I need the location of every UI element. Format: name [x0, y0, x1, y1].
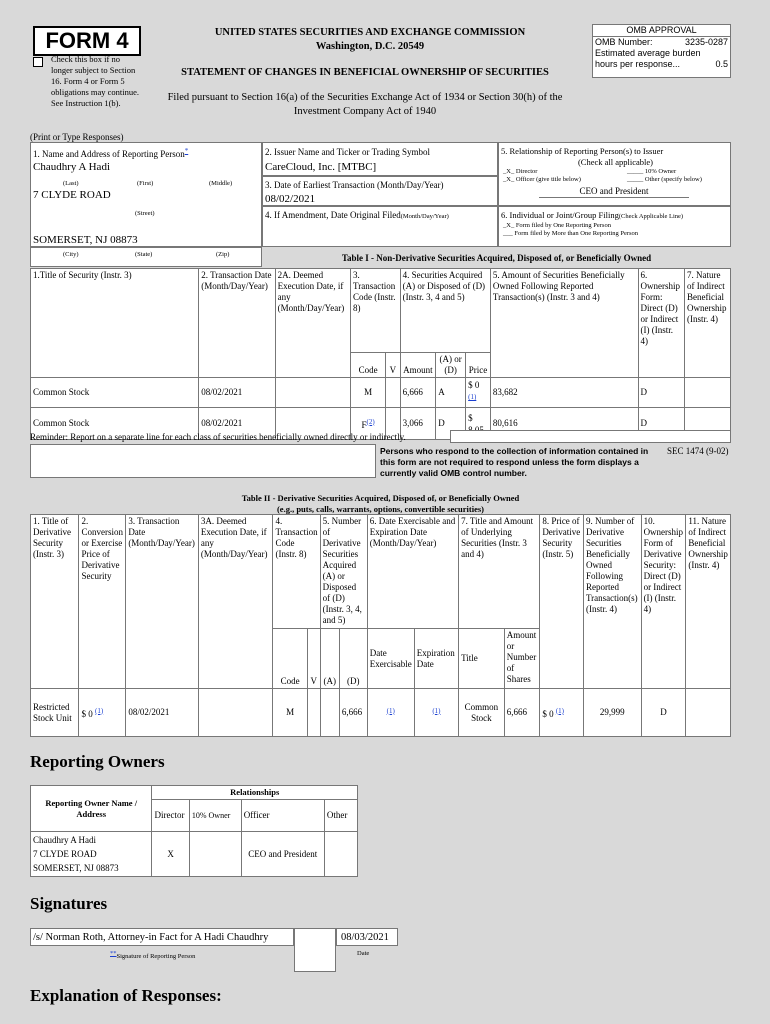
t1-sub-aord: (A) or (D): [436, 353, 466, 378]
issuer-value: CareCloud, Inc. [MTBC]: [265, 161, 377, 173]
owner-ten-cell: [189, 832, 241, 877]
street-label: (Street): [135, 210, 155, 217]
t2-sub-d: (D): [339, 629, 367, 689]
t2-r-price-footnote-link[interactable]: (1): [555, 706, 564, 715]
print-note: (Print or Type Responses): [30, 132, 124, 142]
owner-director-mark: X: [152, 832, 189, 877]
t2-r-a: [320, 689, 339, 737]
t1-r1-price-footnote-link[interactable]: (1): [468, 393, 477, 401]
t1-r1-v: [386, 378, 400, 408]
t1-sub-v: V: [386, 353, 400, 378]
signature-date: 08/03/2021: [336, 928, 398, 946]
city-value: SOMERSET, NJ 08873: [33, 234, 138, 246]
reminder-text: Reminder: Report on a separate line for each class of securities beneficially owned directly or indirectly.: [30, 432, 406, 442]
t1-sub-code: Code: [351, 353, 386, 378]
persons-respond-left-box: [30, 444, 376, 478]
owner-officer-title: CEO and President: [241, 832, 324, 877]
footnote-star-link[interactable]: *: [184, 147, 189, 155]
omb-hours: 0.5: [715, 59, 728, 69]
t2-r-title: Common Stock: [459, 689, 505, 737]
amendment-small: (Month/Day/Year): [400, 213, 449, 220]
t2-r-conv-price: $ 0: [81, 708, 93, 719]
non-derivative-table: [30, 268, 731, 440]
t2-h-deemed: 3A. Deemed Execution Date, if any (Month/Day/Year): [198, 515, 273, 689]
t2-h-owned: 9. Number of Derivative Securities Beneficially Owned Following Reported Transaction(s) (Instr. 4): [583, 515, 641, 689]
statement-title: STATEMENT OF CHANGES IN BENEFICIAL OWNERSHIP OF SECURITIES: [181, 67, 549, 78]
persons-respond-text: Persons who respond to the collection of information contained in this form are not required to respond unless the form displays a currently valid OMB control number.: [380, 446, 649, 478]
city-label: (City): [63, 251, 79, 258]
t2-h-conversion: 2. Conversion or Exercise Price of Derivative Security: [79, 515, 126, 689]
omb-burden-1: Estimated average burden: [595, 48, 701, 58]
t1-h-amount-owned: 5. Amount of Securities Beneficially Owned Following Reported Transaction(s) (Instr. 3 and 4): [490, 269, 638, 378]
t1-r2-form: D: [638, 408, 684, 440]
officer-title: CEO and President: [539, 186, 689, 198]
t1-r2-price: $: [466, 408, 491, 440]
t1-h-securities: 4. Securities Acquired (A) or Disposed of (D) (Instr. 3, 4 and 5): [400, 269, 490, 353]
signature-value: /s/ Norman Roth, Attorney-in Fact for A Hadi Chaudhry: [30, 928, 294, 946]
t1-r2-aord: D: [436, 408, 466, 440]
reminder-blank-box: [450, 430, 731, 443]
earliest-date-value: 08/02/2021: [265, 193, 316, 205]
omb-burden-2: hours per response...: [595, 59, 681, 69]
t2-h-exercisable: 6. Date Exercisable and Expiration Date (Month/Day/Year): [367, 515, 458, 629]
t1-r2-owned: 80,616: [490, 408, 638, 440]
date-label: Date: [357, 950, 370, 957]
first-label: (First): [137, 180, 154, 187]
t1-r1-owned: 83,682: [490, 378, 638, 408]
relationship-box: [498, 142, 731, 206]
t2-r-v: [307, 689, 320, 737]
no-longer-subject-checkbox[interactable]: [33, 57, 43, 67]
t2-r-owned: 29,999: [583, 689, 641, 737]
joint-filing-label: 6. Individual or Joint/Group Filing: [501, 210, 619, 220]
t2-r-deemed: [198, 689, 273, 737]
t2-sub-code: Code: [273, 629, 307, 689]
t1-h-deemed: 2A. Deemed Execution Date, if any (Month/Day/Year): [275, 269, 350, 378]
reporting-person-name: Chaudhry A Hadi: [33, 161, 110, 173]
owner-city: SOMERSET, NJ 08873: [33, 863, 119, 873]
issuer-box: [262, 142, 498, 176]
owner-name: Chaudhry A Hadi: [33, 835, 96, 845]
t2-r-form: D: [641, 689, 686, 737]
reporting-owners-table: [30, 785, 358, 877]
t1-r1-form: D: [638, 378, 684, 408]
other-option[interactable]: _____ Other (specify below): [627, 176, 702, 183]
signature-spacer: [294, 928, 336, 972]
derivative-table: [30, 514, 731, 737]
last-label: (Last): [63, 180, 79, 187]
sec-number: SEC 1474 (9-02): [667, 446, 729, 456]
owners-col-officer: Officer: [241, 800, 324, 832]
middle-label: (Middle): [209, 180, 233, 187]
joint-filing-small: (Check Applicable Line): [618, 213, 684, 220]
t2-r-security: Restricted Stock Unit: [31, 689, 79, 737]
director-option[interactable]: _X_ Director: [503, 168, 538, 175]
t1-r1-amount: 6,666: [400, 378, 436, 408]
filed-pursuant-1: Filed pursuant to Section 16(a) of the Securities Exchange Act of 1934 or Section 30(h) of the: [167, 92, 563, 103]
officer-option[interactable]: _X_ Officer (give title below): [503, 176, 581, 183]
signature-star-link[interactable]: **: [110, 950, 117, 957]
t2-r-nature: [686, 689, 731, 737]
owners-relationships: Relationships: [152, 786, 358, 800]
owner-other-cell: [324, 832, 357, 877]
table2-subtitle: (e.g., puts, calls, warrants, options, convertible securities): [276, 504, 485, 514]
omb-title: OMB APPROVAL: [593, 25, 730, 37]
t1-h-title: 1.Title of Security (Instr. 3): [31, 269, 199, 378]
t1-h-code: 3. Transaction Code (Instr. 8): [351, 269, 401, 353]
t2-sub-v: V: [307, 629, 320, 689]
more-person-option[interactable]: ___ Form filed by More than One Reporting Person: [503, 230, 639, 237]
t1-r1-code: M: [351, 378, 386, 408]
t2-h-ownership-form: 10. Ownership Form of Derivative Security: Direct (D) or Indirect (I) (Instr. 4): [641, 515, 686, 689]
agency-name: UNITED STATES SECURITIES AND EXCHANGE COMMISSION: [214, 27, 526, 38]
relationship-label: 5. Relationship of Reporting Person(s) to Issuer: [501, 146, 664, 156]
form-title: FORM 4: [33, 26, 141, 56]
table-row: [31, 378, 731, 408]
t1-r1-nature: [684, 378, 730, 408]
t1-r1-date: 08/02/2021: [199, 378, 275, 408]
t1-r2-code: F: [361, 419, 367, 430]
t1-h-ownership-form: 6. Ownership Form: Direct (D) or Indirect (I) (Instr. 4): [638, 269, 684, 378]
table-row: [31, 832, 358, 877]
t2-h-title: 1. Title of Derivative Security (Instr. 3): [31, 515, 79, 689]
agency-city: Washington, D.C. 20549: [315, 41, 425, 52]
t1-h-nature: 7. Nature of Indirect Beneficial Ownership (Instr. 4): [684, 269, 730, 378]
t1-r1-security: Common Stock: [31, 378, 199, 408]
t1-r2-amount: 3,066: [400, 408, 436, 440]
issuer-label: 2. Issuer Name and Ticker or Trading Symbol: [265, 147, 430, 157]
t1-r2-date: 08/02/2021: [199, 408, 275, 440]
filed-pursuant-2: Investment Company Act of 1940: [293, 106, 437, 117]
t1-sub-price: Price: [466, 353, 491, 378]
reporting-person-label: 1. Name and Address of Reporting Person: [33, 149, 185, 159]
t1-sub-amount: Amount: [400, 353, 436, 378]
owner-street: 7 CLYDE ROAD: [33, 849, 97, 859]
earliest-date-label: 3. Date of Earliest Transaction (Month/Day/Year): [265, 180, 444, 190]
t2-r-date: 08/02/2021: [126, 689, 199, 737]
t2-r-date-ex-footnote-link[interactable]: (1): [386, 706, 395, 715]
t2-sub-a: (A): [320, 629, 339, 689]
t2-sub-date-ex: Date Exercisable: [367, 629, 414, 689]
reporting-person-box: [30, 142, 262, 247]
form-header-left: [25, 24, 145, 124]
t2-r-price: $ 0: [542, 708, 554, 719]
ten-pct-option[interactable]: _____ 10% Owner: [627, 168, 677, 175]
t2-r-amount: 6,666: [504, 689, 540, 737]
amendment-box: [262, 206, 498, 247]
t1-r1-aord: A: [436, 378, 466, 408]
relationship-check: (Check all applicable): [577, 157, 654, 167]
t2-sub-amount: Amount or Number of Shares: [504, 629, 540, 689]
t2-r-d: 6,666: [339, 689, 367, 737]
table2-title: Table II - Derivative Securities Acquired, Disposed of, or Beneficially Owned: [241, 493, 520, 503]
one-person-option[interactable]: _X_ Form filed by One Reporting Person: [503, 222, 611, 229]
t2-h-number: 5. Number of Derivative Securities Acquired (A) or Disposed of (D) (Instr. 3, 4, and 5): [320, 515, 367, 629]
table-row: [31, 689, 731, 737]
owners-col-director: Director: [152, 800, 189, 832]
earliest-date-box: [262, 176, 498, 206]
omb-number-label: OMB Number:: [595, 37, 653, 47]
t1-r2-security: Common Stock: [31, 408, 199, 440]
joint-filing-box: [498, 206, 731, 247]
t2-r-code: M: [273, 689, 307, 737]
t2-sub-exp: Expiration Date: [414, 629, 458, 689]
street-value: 7 CLYDE ROAD: [33, 189, 111, 201]
owners-col-ten: 10% Owner: [189, 800, 241, 832]
owners-col-name: Reporting Owner Name / Address: [31, 786, 152, 832]
t1-r1-price: $ 0: [468, 380, 480, 390]
signature-label: [110, 950, 195, 961]
t1-r2-code-footnote-link[interactable]: (2): [366, 417, 375, 426]
amendment-label: 4. If Amendment, Date Original Filed: [265, 210, 401, 220]
t2-r-exp-footnote-link[interactable]: (1): [432, 706, 441, 715]
reporting-owners-heading: Reporting Owners: [30, 752, 165, 771]
owners-col-other: Other: [324, 800, 357, 832]
t2-sub-title: Title: [459, 629, 505, 689]
t2-h-date: 3. Transaction Date (Month/Day/Year): [126, 515, 199, 689]
no-longer-subject-text: Check this box if no longer subject to Section 16. Form 4 or Form 5 obligations may continue. See Instruction 1(b).: [51, 54, 140, 108]
table1-title: Table I - Non-Derivative Securities Acquired, Disposed of, or Beneficially Owned: [341, 253, 652, 263]
t1-h-date: 2. Transaction Date (Month/Day/Year): [199, 269, 275, 378]
signatures-heading: Signatures: [30, 894, 108, 913]
zip-label: (Zip): [216, 251, 230, 258]
city-state-zip-labels: [30, 247, 262, 267]
t2-h-nature: 11. Nature of Indirect Beneficial Ownership (Instr. 4): [686, 515, 731, 689]
state-label: (State): [135, 251, 153, 258]
omb-number: 3235-0287: [684, 37, 728, 47]
signature-label-text: Signature of Reporting Person: [116, 953, 196, 961]
t2-r-conv-footnote-link[interactable]: (1): [94, 706, 104, 715]
t1-r1-deemed: [275, 378, 350, 408]
omb-approval-box: [592, 24, 731, 78]
t2-h-code: 4. Transaction Code (Instr. 8): [273, 515, 320, 629]
t2-h-underlying: 7. Title and Amount of Underlying Securities (Instr. 3 and 4): [459, 515, 540, 629]
t2-h-price: 8. Price of Derivative Security (Instr. 5): [540, 515, 584, 689]
explanation-heading: Explanation of Responses:: [30, 986, 222, 1005]
